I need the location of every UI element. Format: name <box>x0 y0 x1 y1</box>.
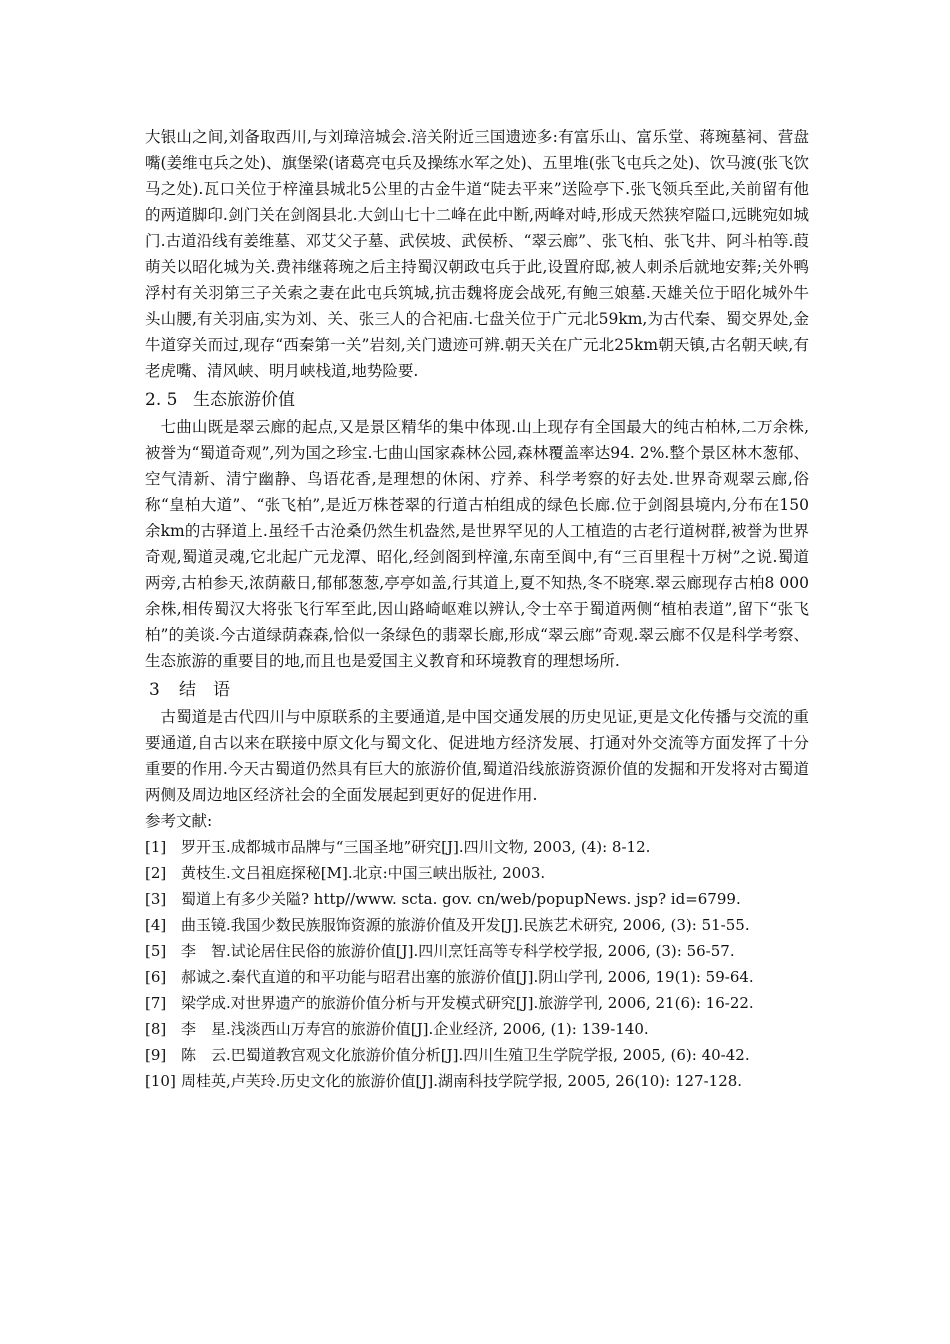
section-number: 2. 5 <box>145 390 178 410</box>
paragraph-conclusion: 古蜀道是古代四川与中原联系的主要通道,是中国交通发展的历史见证,更是文化传播与交流的重要通道,自古以来在联接中原文化与蜀文化、促进地方经济发展、打通对外交流等方面发挥了十分重要的作用.今天古蜀道仍然具有巨大的旅游价值,蜀道沿线旅游资源价值的发掘和开发将对古蜀道两侧及周边地区经济社会的全面发展起到更好的促进作用. <box>145 708 809 804</box>
reference-item: [1] 罗开玉.成都城市品牌与“三国圣地”研究[J].四川文物, 2003, (4): 8-12. <box>145 838 651 856</box>
paragraph-ecotourism: 七曲山既是翠云廊的起点,又是景区精华的集中体现.山上现存有全国最大的纯古柏林,二万余株,被誉为“蜀道奇观”,列为国之珍宝.七曲山国家森林公园,森林覆盖率达94. 2%.整个景区林木葱郁、空气清新、清宁幽静、鸟语花香,是理想的休闲、疗养、科学考察的好去处.世界奇观翠云廊,俗称“皇柏大道”、“张飞柏”,是近万株苍翠的行道古柏组成的绿色长廊.位于剑阁县境内,分布在150余km的古驿道上.虽经千古沧桑仍然生机盎然,是世界罕见的人工植造的古老行道树群,被誉为世界奇观,蜀道灵魂,它北起广元龙潭、昭化,经剑阁到梓潼,东南至阆中,有“三百里程十万树”之说.蜀道两旁,古柏参天,浓荫蔽日,郁郁葱葱,亭亭如盖,行其道上,夏不知热,冬不晓寒.翠云廊现存古柏8 000余株,相传蜀汉大将张飞行军至此,因山路崎岖难以辨认,令士卒于蜀道两侧“植柏表道”,留下“张飞柏”的美谈.今古道绿荫森森,恰似一条绿色的翡翠长廊,形成“翠云廊”奇观.翠云廊不仅是科学考察、生态旅游的重要目的地,而且也是爱国主义教育和环境教育的理想场所. <box>145 418 809 670</box>
reference-item: [7] 梁学成.对世界遗产的旅游价值分析与开发模式研究[J].旅游学刊, 2006, 21(6): 16-22. <box>145 994 754 1012</box>
reference-item: [2] 黄枝生.文吕祖庭探秘[M].北京:中国三峡出版社, 2003. <box>145 864 546 882</box>
reference-item: [9] 陈 云.巴蜀道教宫观文化旅游价值分析[J].四川生殖卫生学院学报, 2005, (6): 40-42. <box>145 1046 750 1064</box>
references-title: 参考文献: <box>145 812 213 830</box>
reference-item: [10] 周桂英,卢芙玲.历史文化的旅游价值[J].湖南科技学院学报, 2005, 26(10): 127-128. <box>145 1072 743 1090</box>
reference-item: [3] 蜀道上有多少关隘? http//www. scta. gov. cn/web/popupNews. jsp? id=6799. <box>145 890 741 908</box>
section-heading-2-5 <box>145 386 809 414</box>
section-title: 生态旅游价值 <box>193 390 295 410</box>
reference-item: [6] 郝诚之.秦代直道的和平功能与昭君出塞的旅游价值[J].阴山学刊, 2006, 19(1): 59-64. <box>145 968 754 986</box>
reference-item: [8] 李 星.浅淡西山万寿宫的旅游价值[J].企业经济, 2006, (1): 139-140. <box>145 1020 649 1038</box>
document-page <box>145 124 809 1094</box>
reference-item: [5] 李 智.试论居住民俗的旅游价值[J].四川烹饪高等专科学校学报, 2006, (3): 56-57. <box>145 942 735 960</box>
reference-list <box>145 834 809 1094</box>
paragraph-passes: 大银山之间,刘备取西川,与刘璋涪城会.涪关附近三国遗迹多:有富乐山、富乐堂、蒋琬墓祠、营盘嘴(姜维屯兵之处)、旗堡梁(诸葛亮屯兵及操练水军之处)、五里堆(张飞屯兵之处)、饮马渡(张飞饮马之处).瓦口关位于梓潼县城北5公里的古金牛道“陡去平来”送险亭下.张飞领兵至此,关前留有他的两道脚印.剑门关在剑阁县北.大剑山七十二峰在此中断,两峰对峙,形成天然狭窄隘口,远眺宛如城门.古道沿线有姜维墓、邓艾父子墓、武侯坡、武侯桥、“翠云廊”、张飞柏、张飞井、阿斗柏等.葭萌关以昭化城为关.费祎继蒋琬之后主持蜀汉朝政屯兵于此,设置府邸,被人刺杀后就地安葬;关外鸭浮村有关羽第三子关索之妻在此屯兵筑城,抗击魏将庞会战死,有鲍三娘墓.天雄关位于昭化城外牛头山腰,有关羽庙,实为刘、关、张三人的合祀庙.七盘关位于广元北59km,为古代秦、蜀交界处,金牛道穿关而过,现存“西秦第一关”岩刻,关门遗迹可辨.朝天关在广元北25km朝天镇,古名朝天峡,有老虎嘴、清风峡、明月峡栈道,地势险要. <box>145 128 809 380</box>
section-number: 3 <box>149 680 160 700</box>
reference-item: [4] 曲玉镜.我国少数民族服饰资源的旅游价值及开发[J].民族艺术研究, 2006, (3): 51-55. <box>145 916 750 934</box>
section-title: 结 语 <box>179 680 230 700</box>
section-heading-3 <box>145 676 809 704</box>
